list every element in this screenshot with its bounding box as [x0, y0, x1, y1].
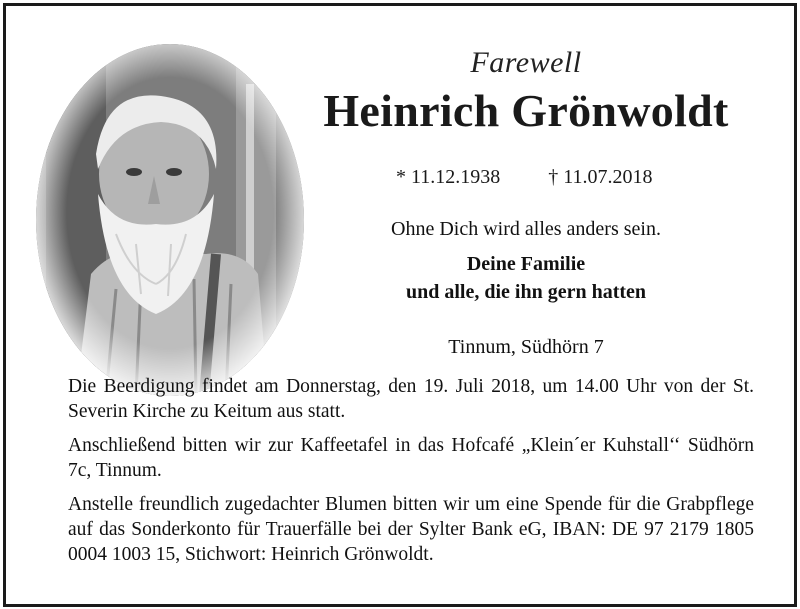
details	[68, 374, 754, 576]
portrait-photo	[36, 44, 304, 396]
death-date: † 11.07.2018	[548, 166, 653, 188]
funeral-paragraph: Die Beerdigung findet am Donnerstag, den 19. Juli 2018, um 14.00 Uhr von der St. Severin Kirche zu Keitum aus statt.	[68, 376, 754, 422]
deceased-name: Heinrich Grönwoldt	[323, 85, 729, 136]
portrait-illustration	[36, 44, 304, 396]
motto: Ohne Dich wird alles anders sein.	[391, 218, 661, 240]
obituary-notice	[3, 3, 797, 607]
birth-date: * 11.12.1938	[396, 166, 501, 188]
reception-paragraph: Anschließend bitten wir zur Kaffeetafel in das Hofcafé „Klein´er Kuhstall‘‘ Südhörn 7c, Tinnum.	[68, 435, 754, 481]
header	[306, 46, 746, 137]
donation-paragraph: Anstelle freundlich zugedachter Blumen bitten wir um eine Spende für die Grabpflege auf das Sonderkonto für Trauerfälle bei der Sylter Bank eG, IBAN: DE 97 2179 1805 0004 1003 15, Stichwort: Heinrich Grönwoldt.	[68, 494, 754, 565]
signers	[346, 250, 706, 306]
address: Tinnum, Südhörn 7	[448, 336, 604, 358]
signer-line: Deine Familie	[466, 253, 586, 275]
life-dates	[396, 166, 653, 189]
signer-line: und alle, die ihn gern hatten	[405, 281, 647, 303]
heading: Farewell	[470, 46, 582, 79]
